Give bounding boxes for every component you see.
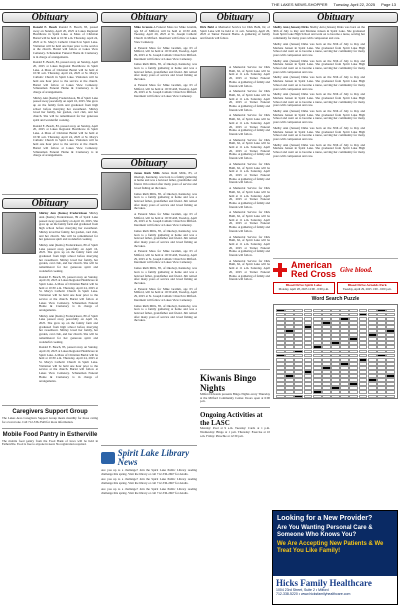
- library-title: Spirit Lake Library News: [117, 448, 190, 467]
- obituary-heading: Obituary: [101, 158, 197, 169]
- puzzle-cell: [294, 395, 303, 399]
- blood-drive-2: Blood Drive Arnolds Park Tuesday, April 29, 2025 1:00 - 6:00 p.m.: [337, 282, 399, 294]
- masthead-date: Tuesday, April 22, 2025: [333, 2, 376, 7]
- puzzle-cell: [313, 395, 322, 399]
- bingo-title: Kiwanis Bingo Nights: [200, 373, 257, 393]
- puzzle-cell: [377, 395, 386, 399]
- puzzle-cell: [285, 395, 294, 399]
- caregivers-title: Caregivers Support Group: [12, 409, 88, 416]
- obituary-name: Dirk Buhl: [200, 26, 214, 29]
- puzzle-cell: [322, 395, 331, 399]
- puzzle-cell: [349, 395, 358, 399]
- ongoing-text: Monday: Pool at 9 a.m. Tuesday: Cards at 1 p.m. Wednesday: Bingo at 1 p.m. Thursday: Exercise at 10 a.m. Friday: Pinochle at 12:30 p.m.: [200, 426, 270, 438]
- column-1: [2, 12, 98, 607]
- pantry-text: The mobile food pantry from the Food Bank of Iowa will be held in Estherville. Food is free to anyone in need. No registration required.: [2, 438, 98, 447]
- obituary-name: Mike Gramm: [134, 26, 153, 29]
- column-4: [273, 12, 398, 507]
- library-text: Are you up to a challenge? Join the Spirit Lake Public Library reading challenge this spring. Visit the library or call 712-336-2667 for details. Are you up to a challenge? Join the Spirit Lake Public Library reading challenge this spring. Visit the library or call 712-336-2667 for details. Are you up to a challenge? Join the Spirit Lake Public Library reading challenge this spring. Visit the library or call 712-336-2667 for details.: [101, 469, 197, 495]
- obituary-name: Shirley Ann (Kemo) Frederickson: [39, 212, 88, 216]
- obituary-filler: Ronald E. Beach, 83, passed away on Sunday, April 20, 2025 at Lakes Regional Healthcare in Spirit Lake. A Mass of Christian Burial will be held at 10:30 a.m. Thursday, April 24, 2025 at St. Mary's Catholic Church in Spirit Lake. Visitation will be held one hour prior to the service at the church. Burial will follow at Lakes View Cemetery. Schuneman Funeral Home & Crematory is in charge of arrangements. Shirley Ann (Kemo) Frederickson, 89 of Spirit Lake passed away peacefully on April 16, 2025. She grew up on the family farm and graduated from high school before marrying her sweetheart. Shirley loved her family, her garden, card club, and her church. She will be remembered for her generous spirit and wonderful cooking. Ronald E. Beach, 83, passed away on Sunday, April 20, 2025 at Lakes Regional Healthcare in Spirit Lake. A Mass of Christian Burial will be held at 10:30 a.m. Thursday, April 24, 2025 at St. Mary's Catholic Church in Spirit Lake. Visitation will be held one hour prior to the service at the church. Burial will follow at Lakes View Cemetery. Schuneman Funeral Home & Crematory is in charge of arrangements.: [33, 61, 98, 158]
- healthcare-ad[interactable]: Looking for a New Provider? Are You Wanting Personal Care & Someone Who Knows You? We Are Accepting New Patients & We Treat You Like Family! Hicks Family Healthcare 1004 23rd Street, Suite 2 • Milford 712-338-5220 • www.hicksfamilyhealthcare.com: [272, 510, 398, 605]
- puzzle-cell: [386, 395, 395, 399]
- obituary-photo: [101, 172, 131, 210]
- obituary-heading: Obituary: [273, 12, 398, 23]
- puzzle-cell: [304, 395, 313, 399]
- puzzle-cell: [359, 395, 368, 399]
- ad-footer: Hicks Family Healthcare 1004 23rd Street, Suite 2 • Milford 712-338-5220 • www.hicksfamilyhealthcare.com: [273, 576, 397, 604]
- blood-drives: [273, 282, 398, 294]
- give-blood: Give blood.: [340, 266, 373, 274]
- bingo-text: Milford Kiwanis presents Bingo Nights every Thursday at the Milford Community Center. Doors open at 6:00 p.m.: [200, 392, 270, 404]
- obituary-name: James Ruth Mills: [134, 172, 160, 175]
- word-search: [273, 304, 398, 399]
- obituary-photo: [200, 66, 226, 98]
- obituary-text: Dirk Buhl A Memorial Service for Dirk Buhl, 62, of Spirit Lake will be held at 11 a.m. Saturday, April 26, 2025 at Turner Funeral Home. A gathering of family and friends will follow.: [200, 26, 270, 41]
- ad-brand: Hicks Family Healthcare: [276, 578, 372, 588]
- obituary-text: Ronald E. Beach Ronald E. Beach, 83, passed away on Sunday, April 20, 2025 at Lakes Regional Healthcare in Spirit Lake. A Mass of Christian Burial will be held at 10:30 a.m. Thursday, April 24, 2025 at St. Mary's Catholic Church in Spirit Lake. Visitation will be held one hour prior to the service at the church. Burial will follow at Lakes View Cemetery. Schuneman Funeral Home & Crematory is in charge of arrangements.: [33, 25, 98, 59]
- red-cross-ad: American Red Cross Give blood.: [273, 258, 398, 279]
- puzzle-cell: [276, 395, 285, 399]
- masthead: [0, 0, 400, 10]
- obituary-photo: [2, 26, 30, 60]
- obituary-text: Shirley Ann (Kemo) Frederickson Shirley Ann (Kemo) Frederickson, 89 of Spirit Lake passed away peacefully on April 16, 2025. She grew up on the family farm and graduated from high school before marrying her sweetheart. Shirley loved her family, her garden, card club, and her church. She will be remembered for her generous spirit and wonderful cooking. Shirley Ann (Kemo) Frederickson, 89 of Spirit Lake passed away peacefully on April 16, 2025. She grew up on the family farm and graduated from high school before marrying her sweetheart. Shirley loved her family, her garden, card club, and her church. She will be remembered for her generous spirit and wonderful cooking. Ronald E. Beach, 83, passed away on Sunday, April 20, 2025 at Lakes Regional Healthcare in Spirit Lake. A Mass of Christian Burial will be held at 10:30 a.m. Thursday, April 24, 2025 at St. Mary's Catholic Church in Spirit Lake. Visitation will be held one hour prior to the service at the church. Burial will follow at Lakes View Cemetery. Schuneman Funeral Home & Crematory is in charge of arrangements. Shirley Ann (Kemo) Frederickson, 89 of Spirit Lake passed away peacefully on April 16, 2025. She grew up on the family farm and graduated from high school before marrying her sweetheart. Shirley loved her family, her garden, card club, and her church. She will be remembered for her generous spirit and wonderful cooking. Ronald E. Beach, 83, passed away on Sunday, April 20, 2025 at Lakes Regional Healthcare in Spirit Lake. A Mass of Christian Burial will be held at 10:30 a.m. Thursday, April 24, 2025 at St. Mary's Catholic Church in Spirit Lake. Visitation will be held one hour prior to the service at the church. Burial will follow at Lakes View Cemetery. Schuneman Funeral Home & Crematory is in charge of arrangements.: [39, 212, 98, 383]
- obituary-name: Ronald E. Beach: [33, 25, 58, 29]
- obituary-text: James Ruth Mills James Ruth Mills, 85, of Okoboji, Kentucky, was born to a family gathering at home and was a beloved father, grandfather and friend. Jim retired after many years of service and loved fishing on the lakes. James Ruth Mills, 85, of Okoboji, Kentucky, was born to a family gathering at home and was a beloved father, grandfather and friend. Jim retired after many years of service and loved fishing on the lakes. A Funeral Mass for Mike Gramm, age 63 of Milford, will be held at 10:30 AM, Tuesday, April 29, 2025 at St. Joseph Catholic Church in Milford. Interment will follow at Lakes View Cemetery. James Ruth Mills, 85, of Okoboji, Kentucky, was born to a family gathering at home and was a beloved father, grandfather and friend. Jim retired after many years of service and loved fishing on the lakes. A Funeral Mass for Mike Gramm, age 63 of Milford, will be held at 10:30 AM, Tuesday, April 29, 2025 at St. Joseph Catholic Church in Milford. Interment will follow at Lakes View Cemetery. James Ruth Mills, 85, of Okoboji, Kentucky, was born to a family gathering at home and was a beloved father, grandfather and friend. Jim retired after many years of service and loved fishing on the lakes. A Funeral Mass for Mike Gramm, age 63 of Milford, will be held at 10:30 AM, Tuesday, April 29, 2025 at St. Joseph Catholic Church in Milford. Interment will follow at Lakes View Cemetery. James Ruth Mills, 85, of Okoboji, Kentucky, was born to a family gathering at home and was a beloved father, grandfather and friend. Jim retired after many years of service and loved fishing on the lakes.: [134, 172, 197, 323]
- obituary-text: Mike Gramm A Funeral Mass for Mike Gramm, age 63 of Milford, will be held at 10:30 AM, Tuesday, April 29, 2025 at St. Joseph Catholic Church in Milford. Interment will follow at Lakes View Cemetery. A Funeral Mass for Mike Gramm, age 63 of Milford, will be held at 10:30 AM, Tuesday, April 29, 2025 at St. Joseph Catholic Church in Milford. Interment will follow at Lakes View Cemetery. James Ruth Mills, 85, of Okoboji, Kentucky, was born to a family gathering at home and was a beloved father, grandfather and friend. Jim retired after many years of service and loved fishing on the lakes. A Funeral Mass for Mike Gramm, age 63 of Milford, will be held at 10:30 AM, Tuesday, April 29, 2025 at St. Joseph Catholic Church in Milford. Interment will follow at Lakes View Cemetery.: [134, 26, 197, 98]
- obituary-heading: Obituary: [101, 12, 197, 23]
- masthead-page: Page 13: [381, 2, 396, 7]
- obituary-photo: [368, 26, 398, 66]
- obituary-heading: Obituary: [2, 12, 98, 23]
- obituary-heading: Obituary: [200, 12, 270, 23]
- obituary-photo: [101, 26, 131, 62]
- blood-drive-1: Blood Drive Spirit Lake Monday, April 28, 2025 12:00 - 6:00 p.m.: [273, 282, 335, 294]
- caregivers-text: The Lakes Area Caregivers Support Group meets monthly for those caring for a loved one. Call 712-336-3549 for more information.: [2, 416, 98, 425]
- puzzle-title: Word Search Puzzle: [311, 295, 360, 302]
- column-3: [200, 12, 270, 607]
- pantry-title: Mobile Food Pantry in Estherville: [2, 431, 98, 438]
- column-2: [101, 12, 197, 607]
- puzzle-cell: [331, 395, 340, 399]
- obituary-text: A Memorial Service for Dirk Buhl, 62, of Spirit Lake will be held at 11 a.m. Saturday, April 26, 2025 at Turner Funeral Home. A gathering of family and friends will follow. A Memorial Service for Dirk Buhl, 62, of Spirit Lake will be held at 11 a.m. Saturday, April 26, 2025 at Turner Funeral Home. A gathering of family and friends will follow. A Memorial Service for Dirk Buhl, 62, of Spirit Lake will be held at 11 a.m. Saturday, April 26, 2025 at Turner Funeral Home. A gathering of family and friends will follow. A Memorial Service for Dirk Buhl, 62, of Spirit Lake will be held at 11 a.m. Saturday, April 26, 2025 at Turner Funeral Home. A gathering of family and friends will follow. A Memorial Service for Dirk Buhl, 62, of Spirit Lake will be held at 11 a.m. Saturday, April 26, 2025 at Turner Funeral Home. A gathering of family and friends will follow. A Memorial Service for Dirk Buhl, 62, of Spirit Lake will be held at 11 a.m. Saturday, April 26, 2025 at Turner Funeral Home. A gathering of family and friends will follow. A Memorial Service for Dirk Buhl, 62, of Spirit Lake will be held at 11 a.m. Saturday, April 26, 2025 at Turner Funeral Home. A gathering of family and friends will follow. A Memorial Service for Dirk Buhl, 62, of Spirit Lake will be held at 11 a.m. Saturday, April 26, 2025 at Turner Funeral Home. A gathering of family and friends will follow. A Memorial Service for Dirk Buhl, 62, of Spirit Lake will be held at 11 a.m. Saturday, April 26, 2025 at Turner Funeral Home. A gathering of family and friends will follow.: [229, 66, 270, 282]
- obituary-photo: [2, 212, 36, 254]
- book-icon: [101, 452, 115, 464]
- obituary-text: Shelby Ann (Jensen) Dirks Shelby Ann (Jensen) Dirks was born on the 30th of July to Ray and Marlene Jensen in Spirit Lake. She graduated from Spirit Lake High School and went on to become a nurse, serving her community for many years with compassion and care. Shelby Ann (Jensen) Dirks was born on the 30th of July to Ray and Marlene Jensen in Spirit Lake. She graduated from Spirit Lake High School and went on to become a nurse, serving her community for many years with compassion and care. Shelby Ann (Jensen) Dirks was born on the 30th of July to Ray and Marlene Jensen in Spirit Lake. She graduated from Spirit Lake High School and went on to become a nurse, serving her community for many years with compassion and care. Shelby Ann (Jensen) Dirks was born on the 30th of July to Ray and Marlene Jensen in Spirit Lake. She graduated from Spirit Lake High School and went on to become a nurse, serving her community for many years with compassion and care. Shelby Ann (Jensen) Dirks was born on the 30th of July to Ray and Marlene Jensen in Spirit Lake. She graduated from Spirit Lake High School and went on to become a nurse, serving her community for many years with compassion and care. Shelby Ann (Jensen) Dirks was born on the 30th of July to Ray and Marlene Jensen in Spirit Lake. She graduated from Spirit Lake High School and went on to become a nurse, serving her community for many years with compassion and care. Shelby Ann (Jensen) Dirks was born on the 30th of July to Ray and Marlene Jensen in Spirit Lake. She graduated from Spirit Lake High School and went on to become a nurse, serving her community for many years with compassion and care. Shelby Ann (Jensen) Dirks was born on the 30th of July to Ray and Marlene Jensen in Spirit Lake. She graduated from Spirit Lake High School and went on to become a nurse, serving her community for many years with compassion and care.: [273, 26, 365, 158]
- obituary-heading: Obituary: [2, 198, 98, 209]
- red-cross-icon: [273, 263, 287, 277]
- puzzle-cell: [368, 395, 377, 399]
- obituary-name: Shelby Ann (Jensen) Dirks: [273, 26, 309, 29]
- library-logo: [101, 449, 197, 467]
- masthead-paper: THE LAKES NEWS-SHOPPER: [271, 2, 328, 7]
- puzzle-cell: [340, 395, 349, 399]
- ongoing-title: Ongoing Activities at the LASC: [200, 411, 263, 428]
